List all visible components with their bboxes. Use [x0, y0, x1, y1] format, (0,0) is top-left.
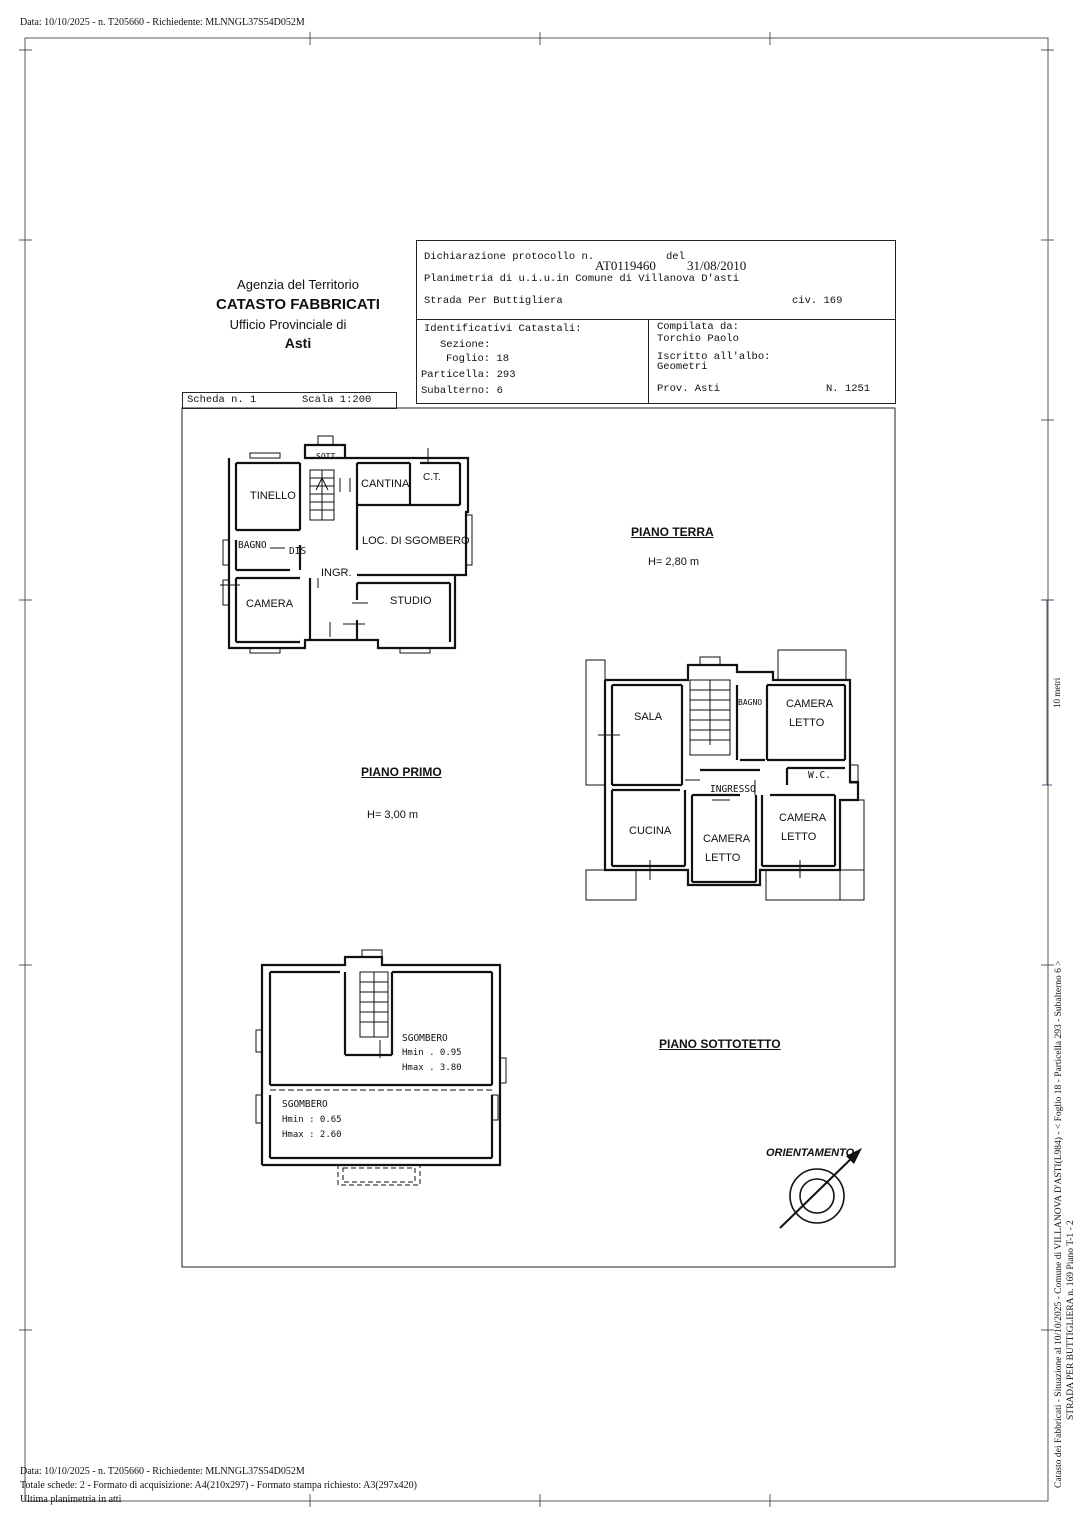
side-text-line2: STRADA PER BUTTIGLIERA n. 169 Piano T-1 - 2 [1066, 1220, 1076, 1420]
particella: Particella: 293 [421, 369, 516, 381]
footer-line1: Data: 10/10/2025 - n. T205660 - Richiedente: MLNNGL37S54D052M [20, 1466, 305, 1477]
piano-primo-title: PIANO PRIMO [361, 765, 442, 779]
room-sgombero1-hmin: Hmin . 0.95 [402, 1048, 462, 1058]
room-camera3-line2: LETTO [781, 831, 817, 843]
scheda-scale: Scala 1:200 [302, 394, 372, 406]
agency-line2: CATASTO FABBRICATI [216, 296, 380, 313]
protocol-value: AT0119460 [595, 258, 656, 273]
iscritto-label: Iscritto all'albo: [657, 351, 771, 363]
room-camera3-line1: CAMERA [779, 812, 827, 824]
room-camera1-line2: LETTO [789, 717, 825, 729]
compilata-value: Torchio Paolo [657, 333, 739, 345]
agency-line1: Agenzia del Territorio [237, 277, 359, 292]
room-camera-terra: CAMERA [246, 598, 294, 610]
protocol-label: Dichiarazione protocollo n. [424, 251, 595, 263]
subalterno: Subalterno: 6 [421, 385, 503, 397]
room-sott: SOTT. [316, 452, 341, 461]
room-sgombero2-hmin: Hmin : 0.65 [282, 1115, 342, 1125]
piano-terra-height: H= 2,80 m [648, 556, 700, 568]
room-ingresso: INGRESSO [710, 784, 756, 795]
room-ct: C.T. [423, 472, 441, 483]
room-dis: DIS [289, 546, 307, 557]
room-ingr: INGR. [321, 567, 352, 579]
piano-sottotetto-title: PIANO SOTTOTETTO [659, 1037, 781, 1051]
agency-line3: Ufficio Provinciale di [229, 317, 347, 332]
iscritto-value: Geometri [657, 361, 708, 373]
date-value: 31/08/2010 [687, 258, 747, 273]
room-cucina: CUCINA [629, 825, 672, 837]
footer-line3: Ultima planimetria in atti [20, 1494, 122, 1505]
strada-text: Strada Per Buttigliera [424, 295, 563, 307]
room-bagno-terra: BAGNO [238, 540, 267, 551]
room-tinello: TINELLO [250, 490, 296, 502]
piano-terra-title: PIANO TERRA [631, 525, 714, 539]
header-line: Data: 10/10/2025 - n. T205660 - Richiedente: MLNNGL37S54D052M [20, 17, 305, 28]
numero-text: N. 1251 [826, 383, 871, 395]
room-sala: SALA [634, 711, 663, 723]
room-bagno-primo: BAGNO [738, 698, 763, 707]
room-camera1-line1: CAMERA [786, 698, 834, 710]
planimetria-text: Planimetria di u.i.u.in Comune di Villanova D'asti [424, 273, 740, 285]
room-cantina: CANTINA [361, 478, 410, 490]
foglio: Foglio: 18 [446, 353, 510, 365]
room-wc: W.C. [808, 770, 831, 781]
room-camera2-line2: LETTO [705, 852, 741, 864]
agency-line4: Asti [284, 335, 312, 351]
prov-text: Prov. Asti [657, 383, 721, 395]
orientamento-label: ORIENTAMENTO [766, 1147, 855, 1159]
room-sgombero2: SGOMBERO [282, 1099, 328, 1110]
piano-primo-height: H= 3,00 m [367, 809, 419, 821]
footer-line2: Totale schede: 2 - Formato di acquisizione: A4(210x297) - Formato stampa richiesto: A3(297x420) [20, 1480, 417, 1491]
civ-text: civ. 169 [792, 295, 843, 307]
scale-bar-label: 10 metri [1052, 677, 1062, 708]
room-sgombero1-hmax: Hmax . 3.80 [402, 1063, 462, 1073]
room-loc-sgombero: LOC. DI SGOMBERO [362, 535, 470, 547]
side-text-line1: Catasto dei Fabbricati - Situazione al 10/10/2025 - Comune di VILLANOVA D'ASTI(L984) - < Foglio 18 - Particella 293 - Subalterno 6 > [1054, 960, 1064, 1488]
scheda-number: Scheda n. 1 [187, 394, 257, 406]
del-label: del [666, 251, 685, 263]
room-sgombero1: SGOMBERO [402, 1033, 448, 1044]
identifiers-title: Identificativi Catastali: [424, 323, 582, 335]
room-sgombero2-hmax: Hmax : 2.60 [282, 1130, 342, 1140]
compilata-label: Compilata da: [657, 321, 739, 333]
room-studio: STUDIO [390, 595, 432, 607]
sezione: Sezione: [440, 339, 491, 351]
room-camera2-line1: CAMERA [703, 833, 751, 845]
